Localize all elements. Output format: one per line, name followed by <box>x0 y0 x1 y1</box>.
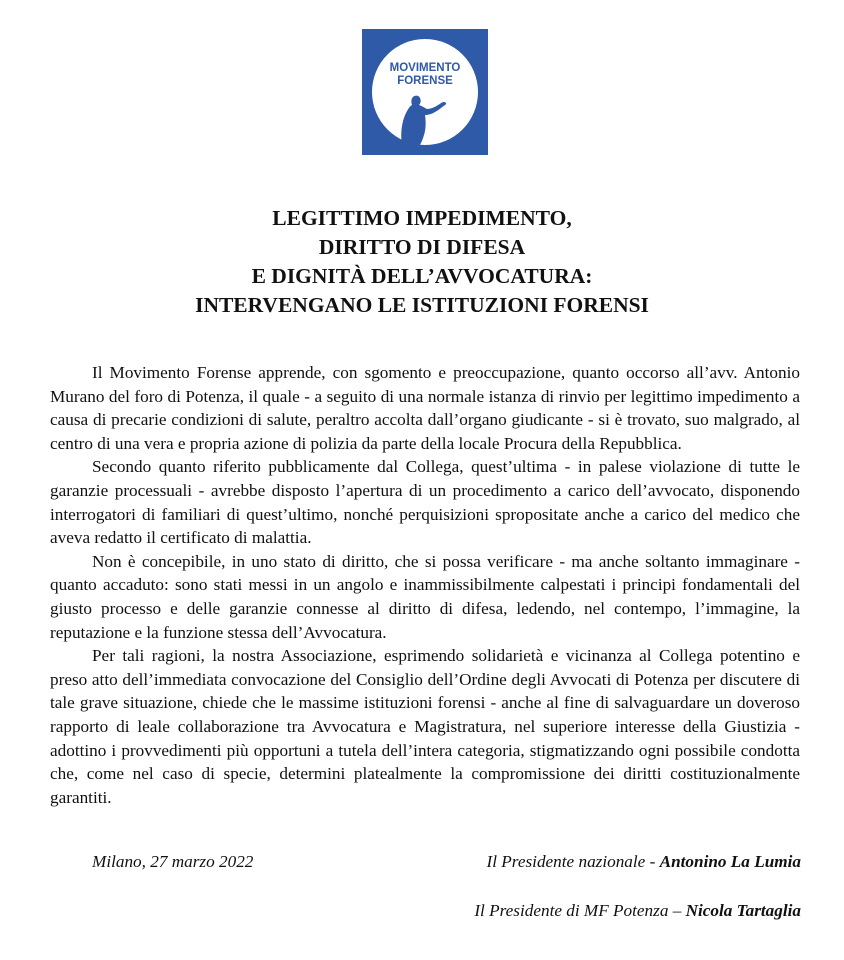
title-line-3: E DIGNITÀ DELL’AVVOCATURA: <box>251 264 593 288</box>
national-president-role: Il Presidente nazionale - <box>486 852 660 871</box>
title-line-1: LEGITTIMO IMPEDIMENTO, <box>272 206 572 230</box>
logo-graphic <box>362 29 488 155</box>
logo-text-line1: MOVIMENTO <box>389 62 461 74</box>
potenza-president-role: Il Presidente di MF Potenza – <box>474 901 686 920</box>
potenza-president-signature <box>474 901 801 921</box>
document-title <box>0 204 844 320</box>
place-date: Milano, 27 marzo 2022 <box>92 852 254 871</box>
national-president-signature <box>487 852 801 872</box>
logo-text-line2: FORENSE <box>397 75 453 87</box>
paragraph-3: Non è concepibile, in uno stato di diritto, che si possa verificare - ma anche soltanto immaginare - quanto accaduto: sono stati messi in un angolo e inammissibilmente calpestati i principi fondamentali del giusto processo e delle garanzie connesse al diritto di difesa, ledendo, nel contempo, l’immagine, la reputazione e la funzione stessa dell’Avvocatura. <box>50 551 800 642</box>
paragraph-1: Il Movimento Forense apprende, con sgomento e preoccupazione, quanto occorso all’avv. Antonio Murano del foro di Potenza, il quale - a seguito di una normale istanza di rinvio per legittimo impedimento a causa di precarie condizioni di salute, peraltro accolta dall’organo giudicante - si è trovato, suo malgrado, al centro di una vera e propria azione di polizia da parte della locale Procura della Repubblica. <box>50 363 800 453</box>
paragraph-2: Secondo quanto riferito pubblicamente dal Collega, quest’ultima - in palese violazione di tutte le garanzie processuali - avrebbe disposto l’apertura di un procedimento a carico dell’avvocato, disponendo interrogatori di familiari di quest’ultimo, nonché perquisizioni spropositate anche a carico del medico che aveva redatto il certificato di malattia. <box>50 457 800 548</box>
title-line-4: INTERVENGANO LE ISTITUZIONI FORENSI <box>195 293 649 317</box>
potenza-president-name: Nicola Tartaglia <box>685 901 801 920</box>
movimento-forense-logo <box>362 29 488 155</box>
document-body <box>50 361 800 809</box>
national-president-name: Antonino La Lumia <box>659 852 801 871</box>
paragraph-4: Per tali ragioni, la nostra Associazione, esprimendo solidarietà e vicinanza al Collega potentino e preso atto dell’immediata convocazione del Consiglio dell’Ordine degli Avvocati di Potenza per discutere di tale grave situazione, chiede che le massime istituzioni forensi - anche al fine di salvaguardare un doveroso rapporto di leale collaborazione tra Avvocatura e Magistratura, nel superiore interesse della Giustizia - adottino i provvedimenti più opportuni a tutela dell’intera categoria, stigmatizzando ogni possibile condotta che, come nel caso di specie, determini platealmente la compromissione dei diritti costituzionalmente garantiti. <box>50 646 800 807</box>
title-line-2: DIRITTO DI DIFESA <box>318 235 526 259</box>
